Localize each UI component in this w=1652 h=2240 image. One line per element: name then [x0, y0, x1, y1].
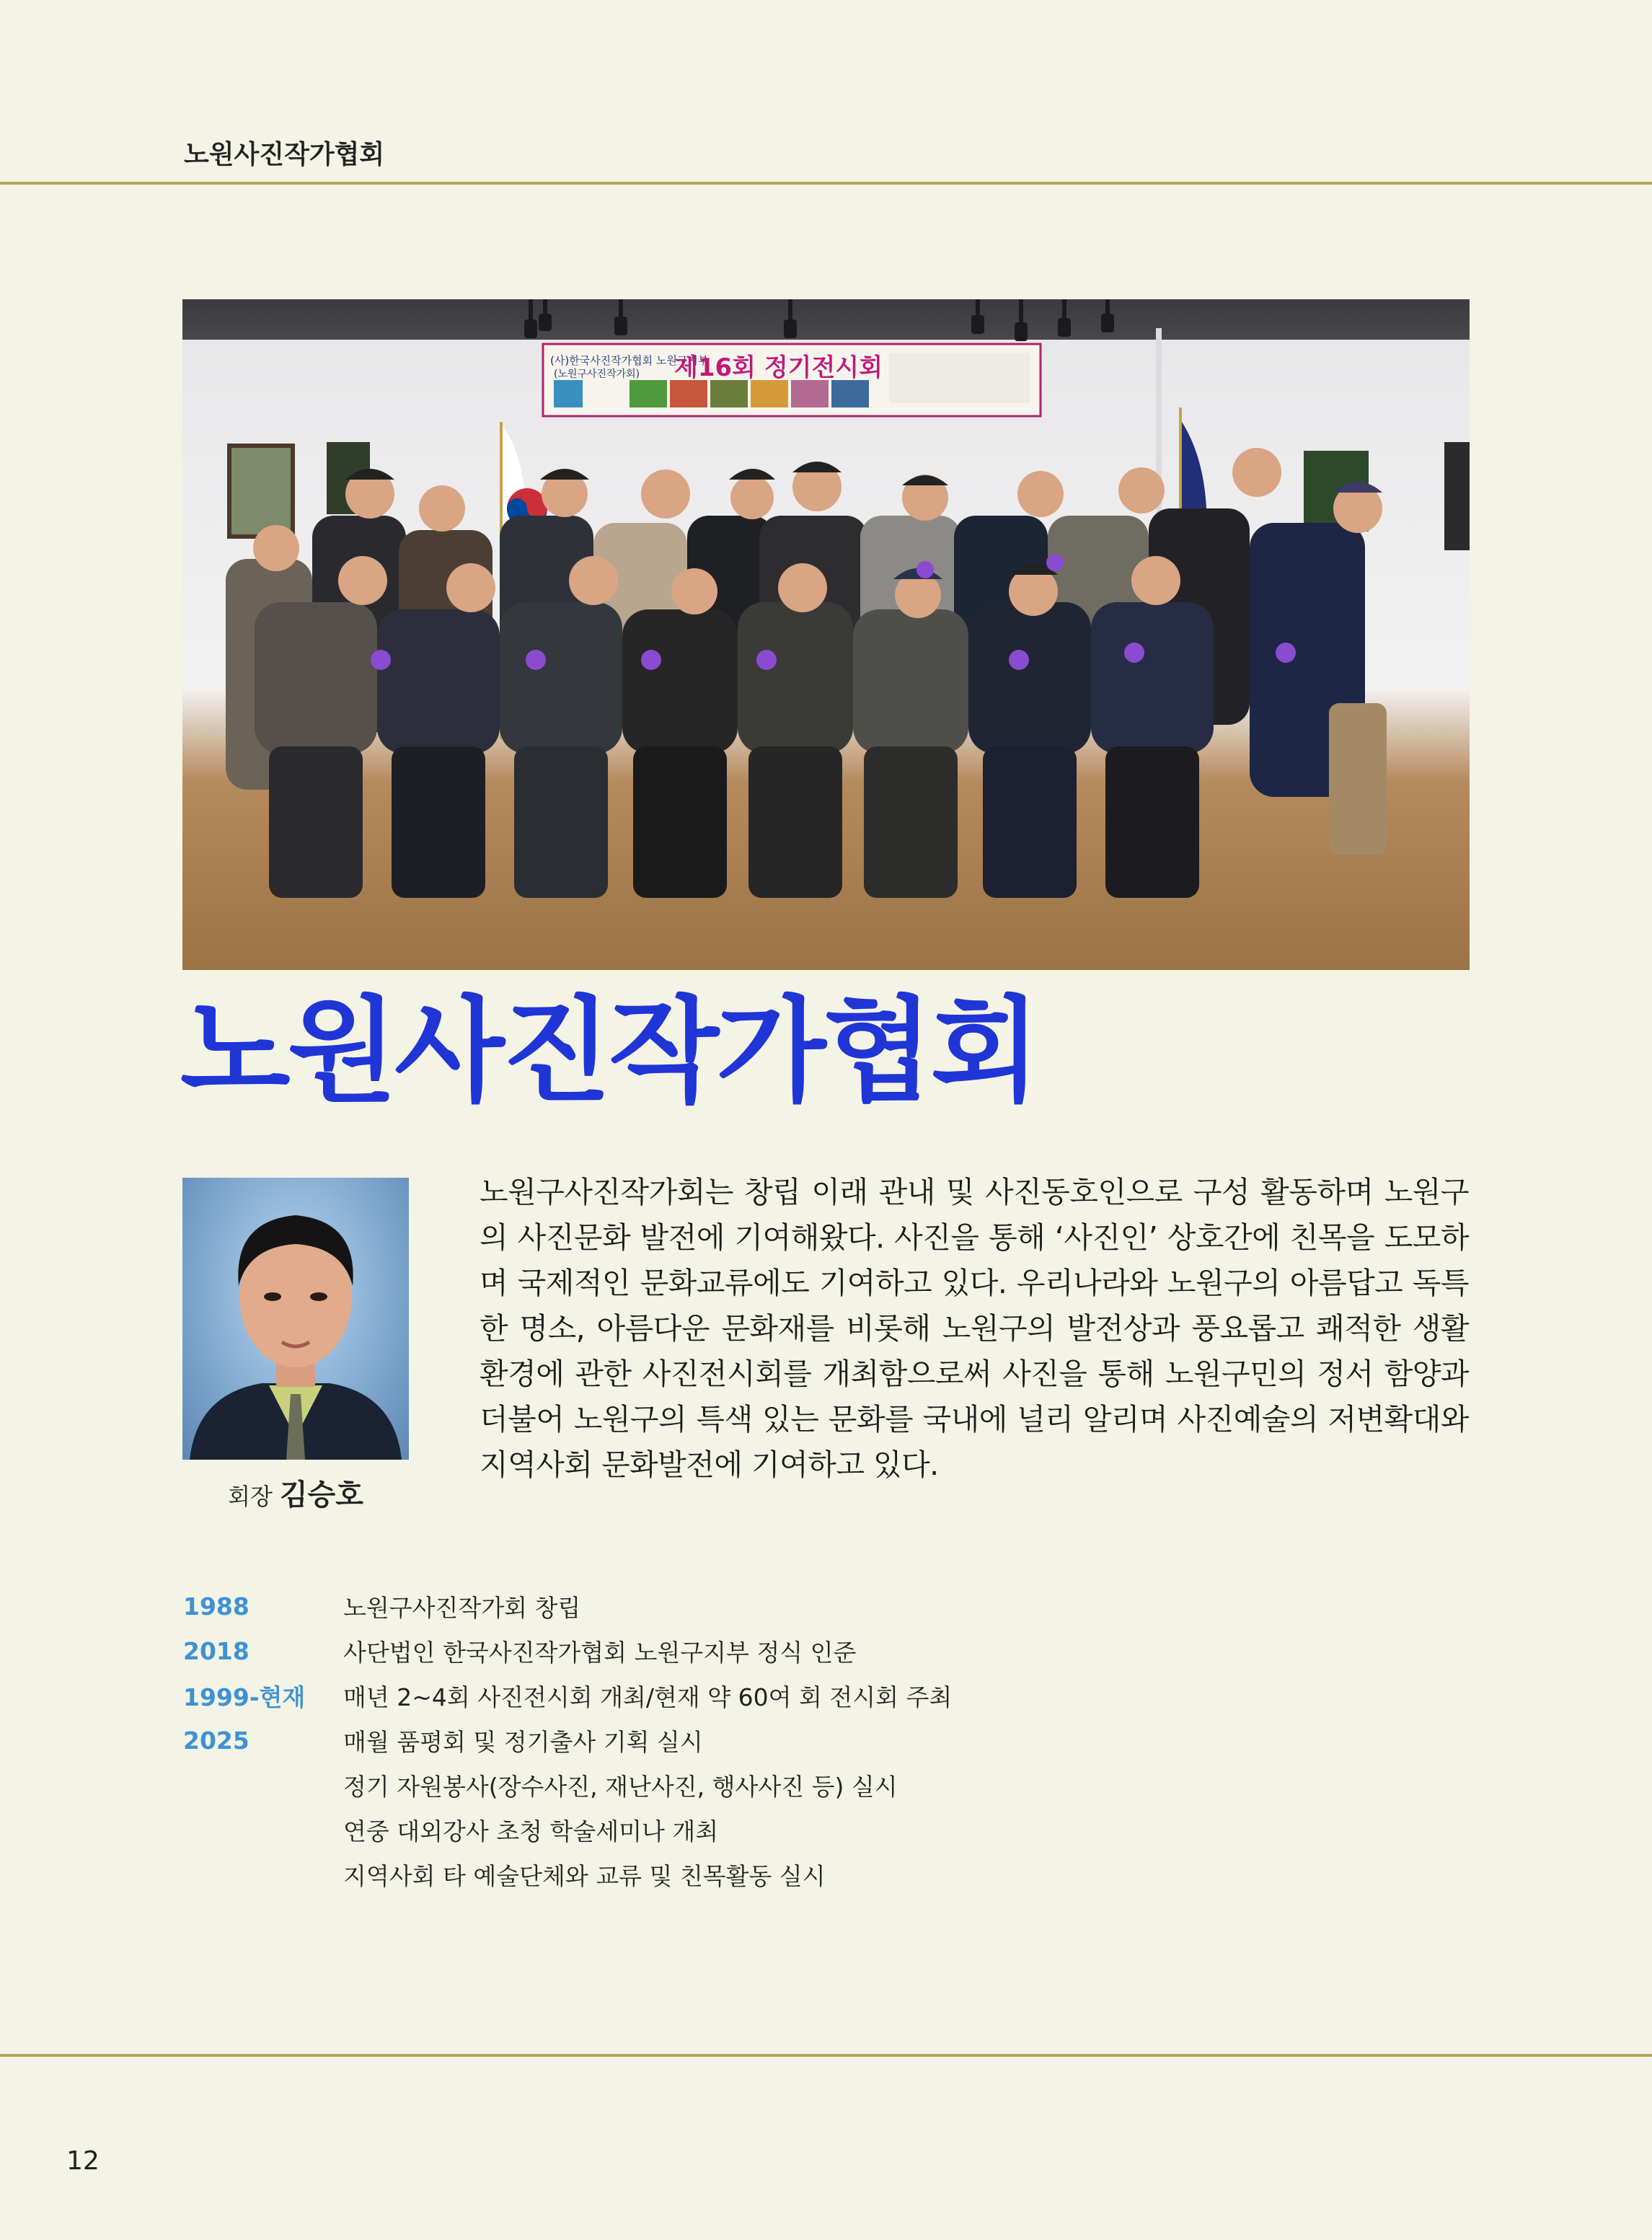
history-year: 2025	[183, 1726, 249, 1755]
history-text: 사단법인 한국사진작가협회 노원구지부 정식 인준	[343, 1638, 857, 1667]
history-text: 지역사회 타 예술단체와 교류 및 친목활동 실시	[343, 1861, 826, 1890]
banner-title: 제16회 정기전시회	[674, 353, 883, 382]
president-name: 김승호	[279, 1478, 363, 1512]
history-row	[183, 1718, 1265, 1763]
portrait-caption	[182, 1472, 409, 1513]
header-rule	[0, 182, 1652, 185]
group-photo	[182, 299, 1470, 970]
main-title: 노원사진작가협회	[180, 985, 1038, 1118]
history-text: 매년 2~4회 사진전시회 개최/현재 약 60여 회 전시회 주최	[343, 1683, 953, 1711]
history-text: 연중 대외강사 초청 학술세미나 개최	[343, 1817, 719, 1846]
history-row	[183, 1628, 1265, 1673]
banner-org2: (노원구사진작가회)	[554, 369, 640, 380]
history-row	[183, 1852, 1265, 1897]
president-role: 회장	[228, 1483, 273, 1510]
history-year: 1988	[183, 1592, 249, 1621]
history-row	[183, 1763, 1265, 1807]
history-text: 노원구사진작가회 창립	[343, 1593, 581, 1622]
history-year: 1999-현재	[183, 1683, 306, 1711]
footer-rule	[0, 2054, 1652, 2057]
history-text: 매월 품평회 및 정기출사 기획 실시	[343, 1727, 703, 1756]
president-portrait	[182, 1178, 409, 1460]
history-row	[183, 1673, 1265, 1718]
history-text: 정기 자원봉사(장수사진, 재난사진, 행사사진 등) 실시	[343, 1772, 898, 1801]
history-year: 2018	[183, 1636, 249, 1665]
history-list	[183, 1584, 1265, 1897]
running-head: 노원사진작가협회	[184, 140, 385, 169]
page-number: 12	[66, 2146, 100, 2176]
intro-paragraph: 노원구사진작가회는 창립 이래 관내 및 사진동호인으로 구성 활동하며 노원구의 사진문화 발전에 기여해왔다. 사진을 통해 ‘사진인’ 상호간에 친목을 도모하며 국제적인 문화교류에도 기여하고 있다. 우리나라와 노원구의 아름답고 독특한 명소, 아름다운 문화재를 비롯해 노원구의 발전상과 풍요롭고 쾌적한 생활환경에 관한 사진전시회를 개최함으로써 사진을 통해 노원구민의 정서 함양과 더불어 노원구의 특색 있는 문화를 국내에 널리 알리며 사진예술의 저변확대와 지역사회 문화발전에 기여하고 있다.	[480, 1175, 1469, 1482]
history-row	[183, 1584, 1265, 1628]
history-row	[183, 1807, 1265, 1852]
banner-org: (사)한국사진작가협회 노원구지부	[550, 354, 709, 367]
